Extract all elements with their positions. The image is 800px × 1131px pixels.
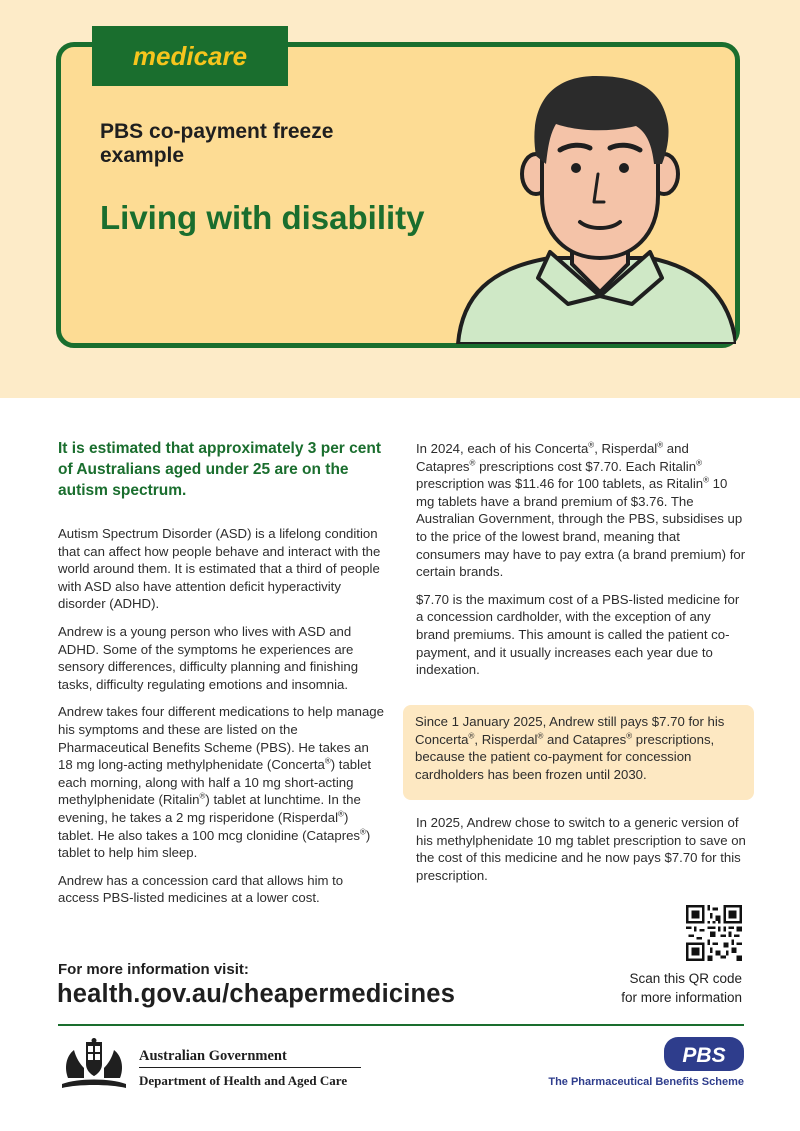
right-column bbox=[416, 440, 746, 689]
government-name: Australian Government bbox=[139, 1048, 287, 1064]
qr-caption: Scan this QR code for more information bbox=[621, 971, 742, 1005]
paragraph-medications: Andrew takes four different medications to help manage his symptoms and these are listed on the Pharmaceutical Benefits Scheme (PBS). He takes an 18 mg long-acting methylphenidate (Concerta®) tablet each morning, along with half a 10 mg short-acting methylphenidate (Ritalin®) tablet at lunchtime. In the evening, he takes a 2 mg risperidone (Risperdal®) tablet. He also takes a 100 mcg clonidine (Catapres®) tablet to help him sleep. bbox=[58, 704, 384, 861]
page-subtitle: PBS co-payment freeze example bbox=[100, 120, 334, 167]
highlight-text: Since 1 January 2025, Andrew still pays $7.70 for his Concerta®, Risperdal® and Catapres® prescriptions, because the patient co-payment for concession cardholders has been frozen until 2030. bbox=[415, 714, 725, 782]
lead-statement: It is estimated that approximately 3 per cent of Australians aged under 25 are on the autism spectrum. bbox=[58, 440, 382, 499]
paragraph-generic-switch: In 2025, Andrew chose to switch to a generic version of his methylphenidate 10 mg tablet prescription to save on the cost of this medicine and he now pays $7.70 for this prescription. bbox=[416, 815, 746, 883]
highlight-box bbox=[403, 705, 754, 800]
paragraph-2024-costs: In 2024, each of his Concerta®, Risperdal® and Catapres® prescriptions cost $7.70. Each Ritalin® prescription was $11.46 for 100 tablets, as Ritalin® 10 mg tablets have a brand premium of $3.76. The Australian Government, through the PBS, subsidises up to the price of the lowest brand, meaning that consumers may have to pay extra (a brand premium) for certain brands. bbox=[416, 440, 746, 580]
pbs-name: The Pharmaceutical Benefits Scheme bbox=[548, 1076, 744, 1088]
medicare-logo: medicare bbox=[92, 26, 288, 86]
qr-code-icon[interactable] bbox=[686, 905, 742, 961]
avatar-eye-left bbox=[571, 163, 581, 173]
avatar-eye-right bbox=[619, 163, 629, 173]
more-info-link[interactable]: health.gov.au/cheapermedicines bbox=[57, 980, 456, 1008]
footer-divider bbox=[58, 1024, 744, 1026]
government-divider bbox=[139, 1067, 361, 1068]
more-info-label: For more information visit: bbox=[58, 961, 249, 978]
page-title: Living with disability bbox=[100, 199, 425, 236]
paragraph-asd-definition: Autism Spectrum Disorder (ASD) is a lifelong condition that can affect how people behave and interact with the world around them. It is estimated that a third of people with ASD also have attention deficit hyperactivity disorder (ADHD). bbox=[58, 526, 381, 612]
pbs-logo bbox=[664, 1037, 744, 1071]
paragraph-andrew-intro: Andrew is a young person who lives with ASD and ADHD. Some of the symptoms he experiences are sensory differences, difficulty planning and finishing tasks, difficulty regulating emotions and insomnia. bbox=[58, 623, 359, 692]
man-avatar-illustration bbox=[400, 46, 736, 344]
pbs-logo-text: PBS bbox=[682, 1044, 726, 1067]
coat-of-arms-icon bbox=[58, 1038, 130, 1094]
paragraph-co-payment: $7.70 is the maximum cost of a PBS-listed medicine for a concession cardholder, with the exception of any brand premiums. This amount is called the patient co-payment, and it usually increases each year due to indexation. bbox=[416, 591, 740, 678]
department-name: Department of Health and Aged Care bbox=[139, 1073, 348, 1088]
right-column-continued bbox=[416, 814, 746, 894]
paragraph-concession-card: Andrew has a concession card that allows him to access PBS-listed medicines at a lower cost. bbox=[58, 872, 344, 906]
left-column bbox=[58, 438, 384, 917]
